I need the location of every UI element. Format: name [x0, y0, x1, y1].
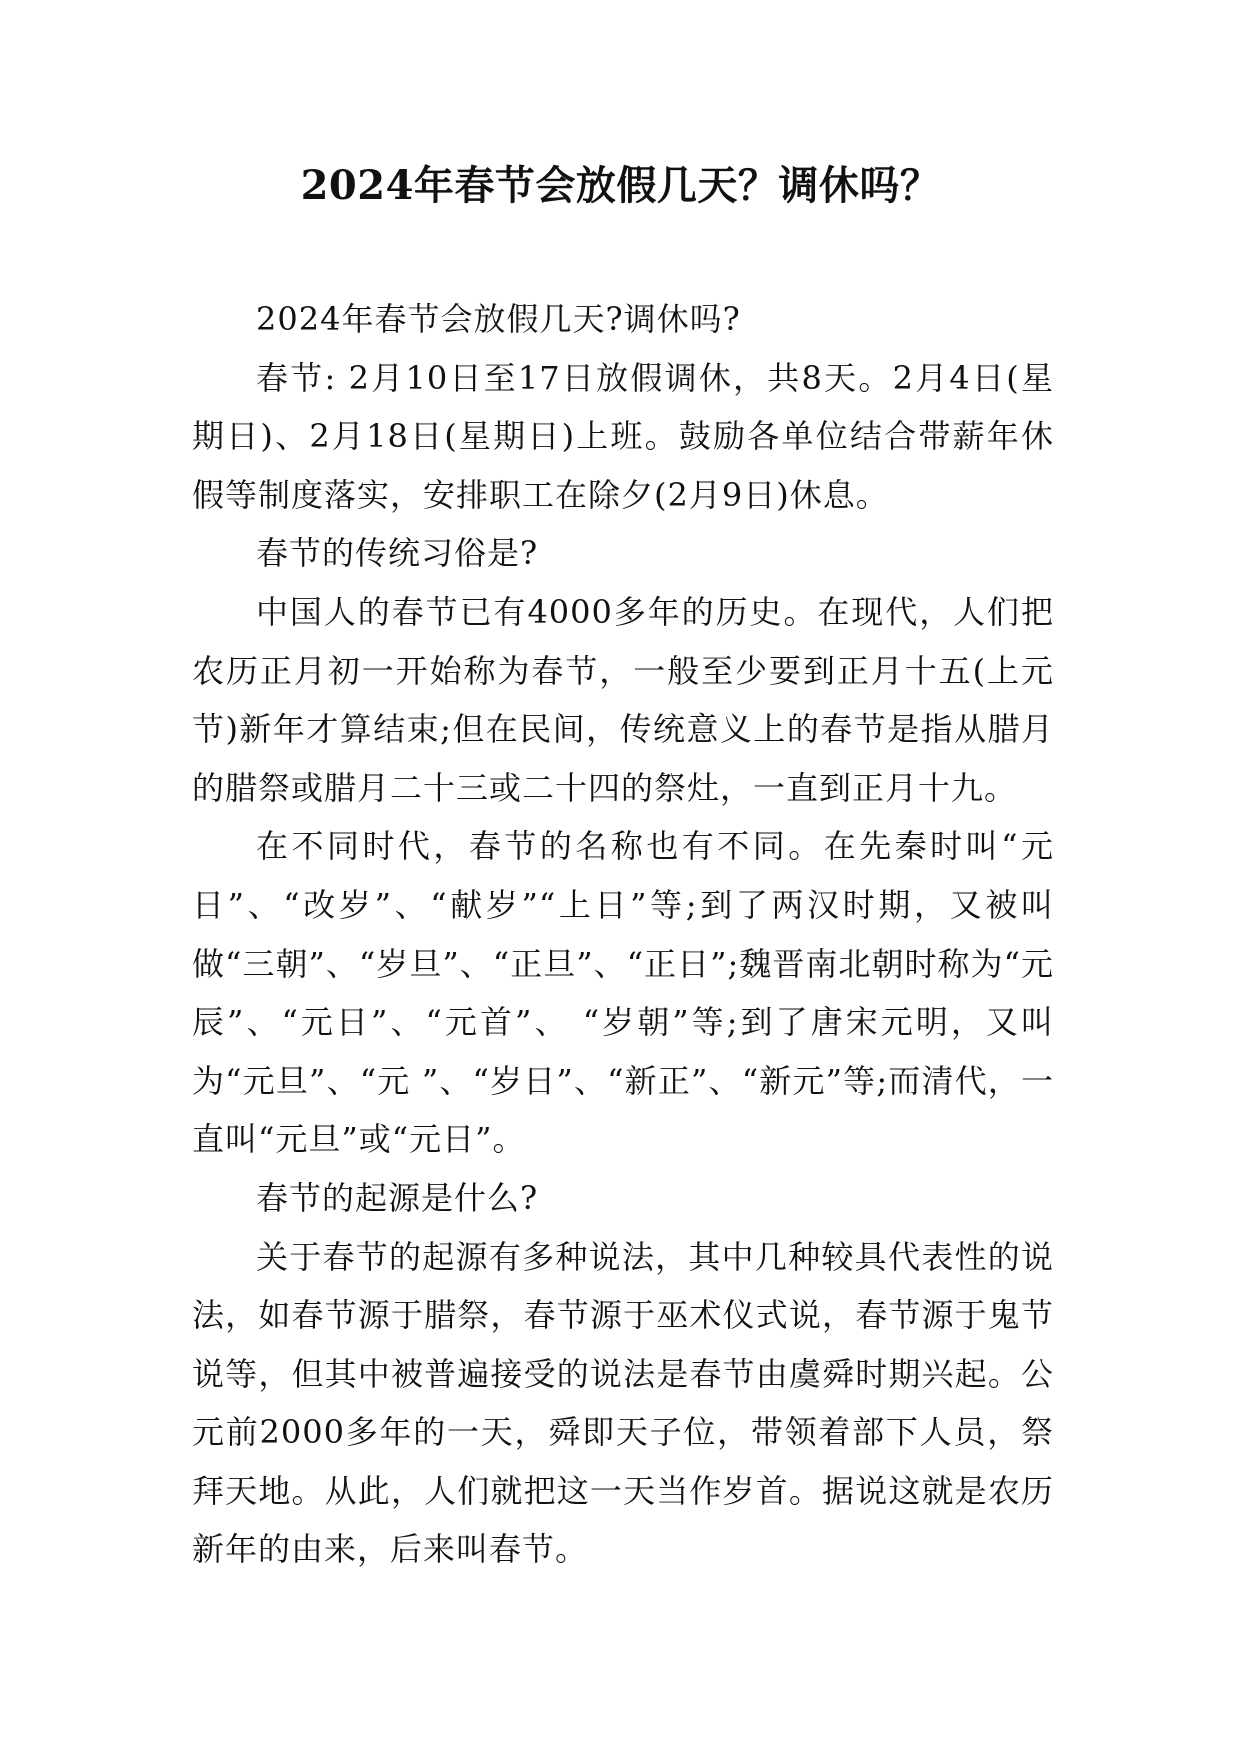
- paragraph-origin: 关于春节的起源有多种说法，其中几种较具代表性的说法，如春节源于腊祭，春节源于巫术仪式说，春节源于鬼节说等，但其中被普遍接受的说法是春节由虞舜时期兴起。公元前2000多年的一天，舜即天子位，带领着部下人员，祭拜天地。从此，人们就把这一天当作岁首。据说这就是农历新年的由来，后来叫春节。: [192, 1237, 1054, 1569]
- paragraph-origin-heading: 春节的起源是什么?: [256, 1178, 539, 1217]
- paragraph-history: 中国人的春节已有4000多年的历史。在现代，人们把农历正月初一开始称为春节，一般至少要到正月十五(上元节)新年才算结束;但在民间，传统意义上的春节是指从腊月的腊祭或腊月二十三或二十四的祭灶，一直到正月十九。: [192, 592, 1054, 807]
- paragraph-holiday-schedule: 春节: 2月10日至17日放假调休，共8天。2月4日(星期日)、2月18日(星期日)上班。鼓励各单位结合带薪年休假等制度落实，安排职工在除夕(2月9日)休息。: [192, 358, 1054, 514]
- document-title: 2024年春节会放假几天？调休吗？: [300, 162, 941, 209]
- paragraph-question: 2024年春节会放假几天?调休吗?: [256, 300, 741, 338]
- document-body: [192, 290, 1054, 1579]
- paragraph-customs-heading: 春节的传统习俗是?: [256, 534, 539, 573]
- paragraph-names: 在不同时代，春节的名称也有不同。在先秦时叫“元日”、“改岁”、“献岁”“上日”等;到了两汉时期，又被叫做“三朝”、“岁旦”、“正旦”、“正日”;魏晋南北朝时称为“元辰”、“元日”、“元首”、 “岁朝”等;到了唐宋元明，又叫为“元旦”、“元 ”、“岁日”、“新正”、“新元”等;而清代，一直叫“元旦”或“元日”。: [192, 827, 1054, 1159]
